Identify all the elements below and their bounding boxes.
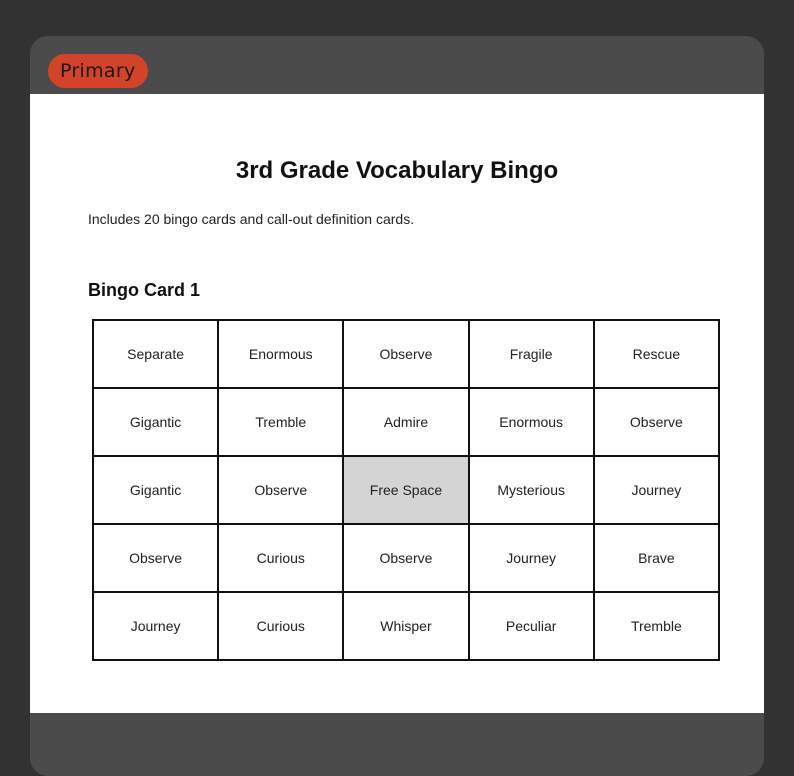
bingo-cell: Whisper bbox=[343, 592, 468, 660]
bingo-card-heading: Bingo Card 1 bbox=[88, 280, 201, 300]
document-subtitle: Includes 20 bingo cards and call-out definition cards. bbox=[88, 211, 415, 227]
document-title: 3rd Grade Vocabulary Bingo bbox=[235, 157, 559, 184]
bingo-cell: Curious bbox=[218, 592, 343, 660]
bingo-row bbox=[93, 592, 719, 660]
bingo-grid bbox=[92, 319, 720, 661]
bingo-cell: Enormous bbox=[218, 320, 343, 388]
bingo-row bbox=[93, 388, 719, 456]
document-page bbox=[30, 94, 764, 713]
bingo-cell: Fragile bbox=[469, 320, 594, 388]
bingo-cell: Separate bbox=[93, 320, 218, 388]
primary-badge[interactable]: Primary bbox=[48, 54, 148, 88]
bingo-cell: Gigantic bbox=[93, 388, 218, 456]
bingo-row bbox=[93, 320, 719, 388]
bingo-cell: Observe bbox=[594, 388, 719, 456]
bingo-cell: Rescue bbox=[594, 320, 719, 388]
bingo-cell: Gigantic bbox=[93, 456, 218, 524]
free-space-cell: Free Space bbox=[343, 456, 468, 524]
bingo-cell: Brave bbox=[594, 524, 719, 592]
bingo-cell: Mysterious bbox=[469, 456, 594, 524]
bingo-cell: Tremble bbox=[594, 592, 719, 660]
bingo-row bbox=[93, 524, 719, 592]
bingo-row bbox=[93, 456, 719, 524]
bingo-cell: Curious bbox=[218, 524, 343, 592]
bingo-cell: Journey bbox=[594, 456, 719, 524]
bingo-cell: Journey bbox=[469, 524, 594, 592]
bingo-cell: Observe bbox=[93, 524, 218, 592]
bingo-cell: Observe bbox=[343, 524, 468, 592]
card-frame bbox=[30, 36, 764, 776]
bingo-cell: Peculiar bbox=[469, 592, 594, 660]
bingo-cell: Admire bbox=[343, 388, 468, 456]
bingo-cell: Tremble bbox=[218, 388, 343, 456]
bingo-cell: Observe bbox=[343, 320, 468, 388]
bingo-cell: Journey bbox=[93, 592, 218, 660]
bingo-cell: Observe bbox=[218, 456, 343, 524]
bingo-cell: Enormous bbox=[469, 388, 594, 456]
